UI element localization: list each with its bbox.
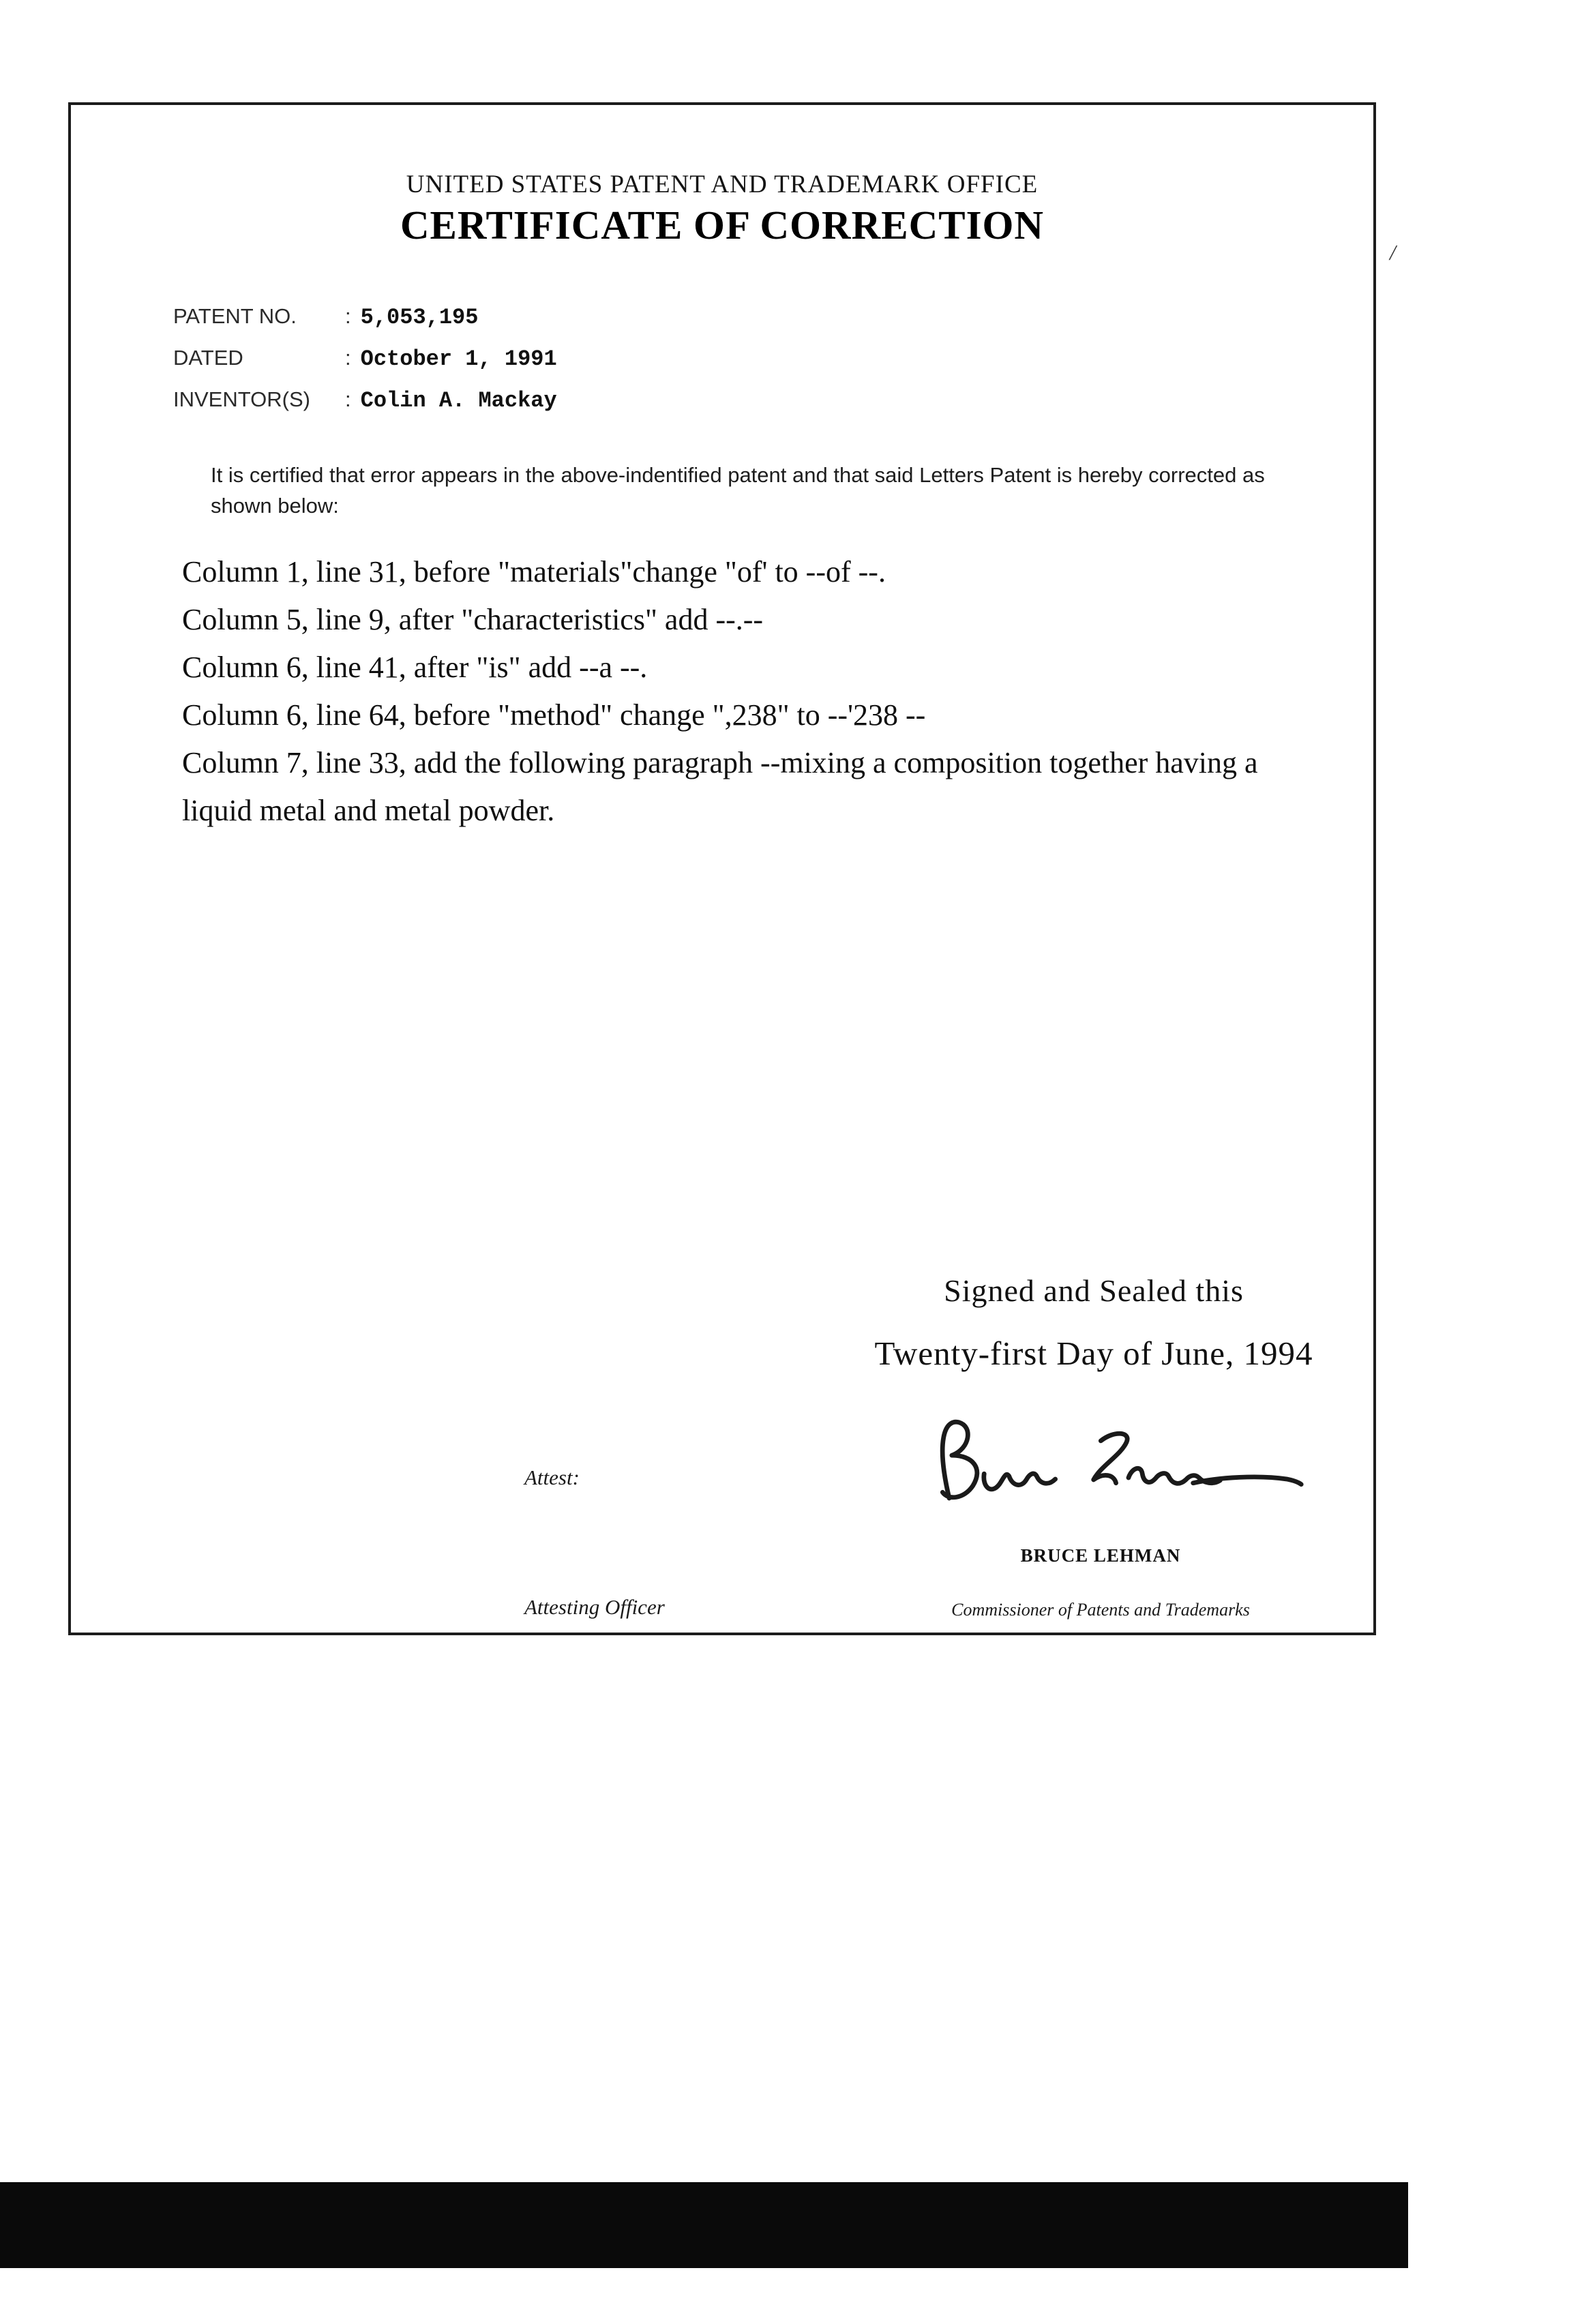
office-heading: UNITED STATES PATENT AND TRADEMARK OFFICE (406, 170, 1039, 198)
certificate-title: CERTIFICATE OF CORRECTION (400, 203, 1045, 248)
signing-date-line: Twenty-first Day of June, 1994 (874, 1335, 1313, 1372)
certification-paragraph: It is certified that error appears in the above-indentified patent and that said Letters Patent is hereby corrected as shown below: (211, 463, 1265, 518)
attesting-officer-label: Attesting Officer (524, 1595, 665, 1619)
correction-line: Column 6, line 64, before "method" change ",238" to --'238 -- (182, 698, 926, 732)
inventors-value: Colin A. Mackay (360, 388, 557, 413)
dated-label: DATED (173, 346, 243, 370)
signed-sealed-line: Signed and Sealed this (944, 1273, 1244, 1308)
correction-line: Column 5, line 9, after "characteristics" add --.-- (182, 603, 764, 636)
commissioner-title: Commissioner of Patents and Trademarks (951, 1600, 1250, 1620)
patent-no-value: 5,053,195 (360, 305, 479, 330)
attest-label: Attest: (524, 1465, 580, 1489)
correction-line: Column 6, line 41, after "is" add --a --. (182, 651, 648, 684)
field-separator: : (345, 346, 351, 370)
inventors-label: INVENTOR(S) (173, 387, 310, 411)
dated-row (173, 346, 557, 372)
inventors-row (173, 387, 557, 413)
certificate-border (68, 102, 1376, 1635)
patent-no-label: PATENT NO. (173, 304, 297, 328)
field-separator: : (345, 304, 351, 328)
field-separator: : (345, 387, 351, 411)
patent-fields (173, 304, 557, 413)
dated-value: October 1, 1991 (360, 346, 557, 372)
scan-artifact-bar (0, 2182, 1408, 2268)
signer-name: BRUCE LEHMAN (1020, 1545, 1181, 1566)
corrections-list (182, 548, 1294, 835)
correction-line: Column 1, line 31, before "materials"change "of' to --of --. (182, 555, 886, 589)
scan-artifact-mark: / (1390, 240, 1396, 265)
correction-line: Column 7, line 33, add the following paragraph --mixing a composition together having a liquid metal and metal powder. (182, 746, 1258, 827)
signature-image (910, 1401, 1305, 1517)
patent-no-row (173, 304, 557, 330)
